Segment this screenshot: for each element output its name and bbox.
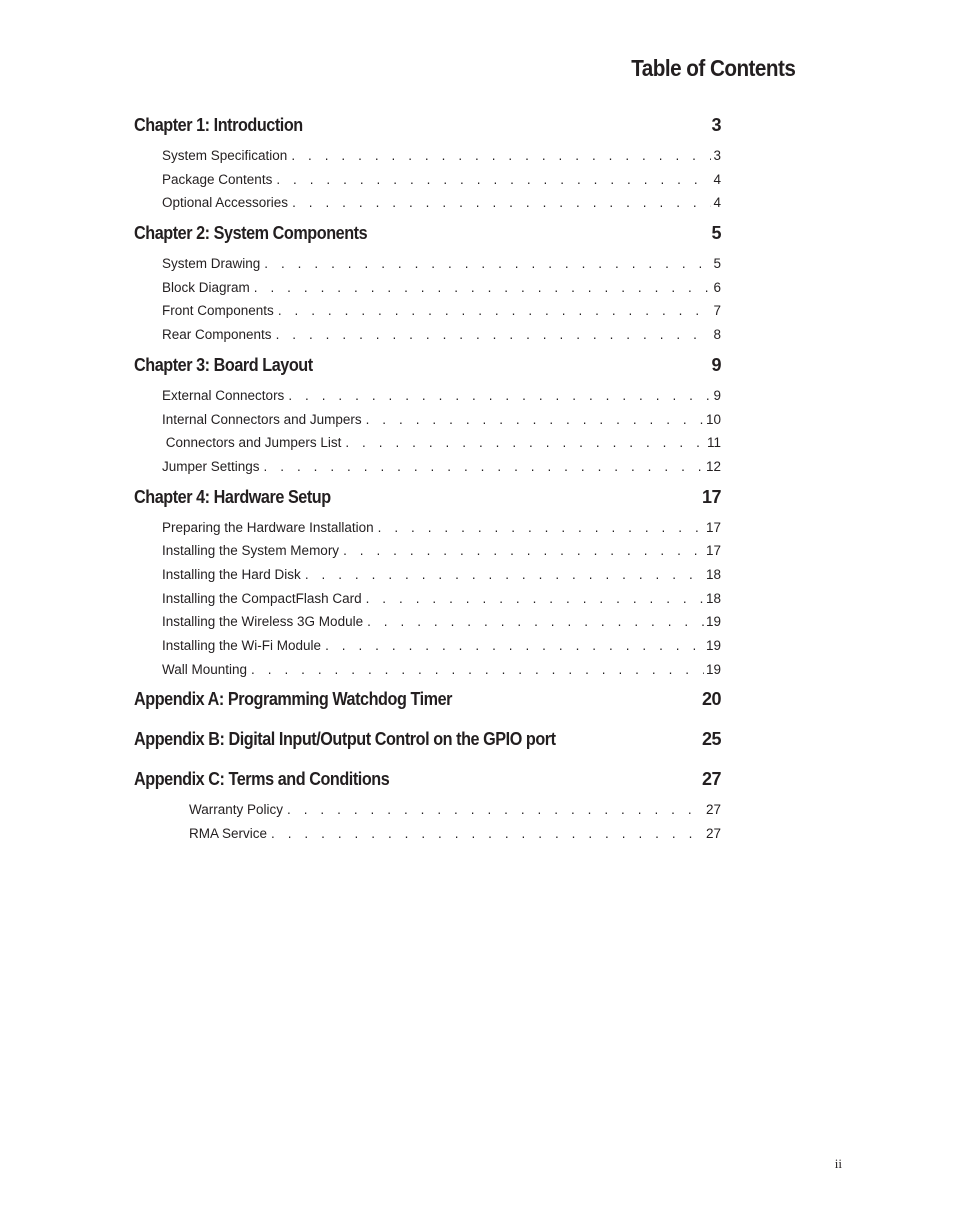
- toc-entry-title: RMA Service: [189, 826, 268, 842]
- page-title: Table of Contents: [630, 55, 795, 81]
- toc-entry-page: 18: [705, 566, 721, 582]
- toc-entry[interactable]: [134, 798, 721, 822]
- dot-leader: [287, 798, 704, 822]
- dot-leader: [366, 408, 704, 432]
- toc-entry[interactable]: [134, 822, 721, 846]
- toc-entry[interactable]: [134, 384, 721, 408]
- toc-entry-page: 8: [713, 327, 721, 343]
- toc-entry-page: 12: [705, 458, 721, 474]
- toc-heading-page: 27: [701, 769, 721, 790]
- toc-heading-title: Chapter 1: Introduction: [134, 115, 303, 135]
- toc-entry-page: 27: [705, 826, 721, 842]
- toc-entry-page: 19: [705, 638, 721, 653]
- toc-entry[interactable]: [134, 563, 721, 587]
- dot-leader: [305, 563, 704, 587]
- dot-leader: [343, 539, 704, 563]
- toc-entries: [134, 384, 721, 479]
- toc-heading-page: 17: [701, 486, 721, 507]
- toc-entry-page: 4: [713, 195, 721, 211]
- toc-entry-title: External Connectors: [162, 387, 285, 403]
- toc-entry[interactable]: [134, 431, 721, 455]
- toc-section-chapter-3: [134, 351, 721, 479]
- toc-entry-page: 10: [705, 411, 721, 427]
- toc-heading[interactable]: [134, 725, 721, 754]
- toc-heading-page: 5: [711, 223, 721, 244]
- toc-heading[interactable]: [134, 351, 721, 380]
- toc-entry-page: 19: [705, 661, 721, 677]
- toc-entry-page: 4: [713, 171, 721, 187]
- dot-leader: [278, 299, 712, 323]
- toc-entry-page: 5: [713, 256, 721, 272]
- toc-entry-title: Optional Accessories: [162, 195, 289, 211]
- dot-leader: [264, 252, 711, 276]
- toc-heading[interactable]: [134, 111, 721, 140]
- toc-entry-page: 7: [713, 303, 721, 319]
- toc-entry-title: Connectors and Jumpers List: [162, 435, 342, 451]
- toc-entry[interactable]: [134, 610, 721, 634]
- toc-entry[interactable]: [134, 168, 721, 192]
- toc-entry-page: 27: [705, 802, 721, 818]
- toc-entries: [134, 516, 721, 682]
- toc-heading-title: Appendix C: Terms and Conditions: [134, 769, 390, 790]
- toc-entry-title: Block Diagram: [162, 279, 250, 295]
- dot-leader: [366, 587, 704, 611]
- toc-section-chapter-1: [134, 111, 721, 215]
- dot-leader: [276, 323, 712, 347]
- dot-leader: [378, 516, 704, 540]
- toc-entry[interactable]: [134, 191, 721, 215]
- dot-leader: [251, 658, 704, 682]
- toc-heading-title: Chapter 3: Board Layout: [134, 354, 313, 375]
- toc-entry[interactable]: [134, 634, 721, 658]
- toc-heading-title: Appendix A: Programming Watchdog Timer: [134, 689, 453, 710]
- toc-entry-title: Installing the Hard Disk: [162, 566, 301, 582]
- toc-entries: [134, 798, 721, 845]
- toc-entry-title: Preparing the Hardware Installation: [162, 519, 374, 535]
- toc-entry[interactable]: [134, 455, 721, 479]
- dot-leader: [325, 634, 704, 658]
- toc-heading[interactable]: [134, 483, 721, 512]
- toc-entry-page: 18: [705, 590, 721, 606]
- dot-leader: [264, 455, 704, 479]
- toc-entry-page: 19: [705, 614, 721, 630]
- toc-entry[interactable]: [134, 587, 721, 611]
- toc-entry-title: Rear Components: [162, 327, 272, 343]
- toc-section-appendix-b: [134, 725, 721, 754]
- toc-entry-title: Package Contents: [162, 171, 273, 187]
- toc-entry[interactable]: [134, 516, 721, 540]
- toc-heading-title: Chapter 4: Hardware Setup: [134, 486, 331, 507]
- table-of-contents: [134, 111, 721, 850]
- toc-heading-page: 9: [711, 354, 721, 375]
- toc-entry-page: 17: [705, 543, 721, 559]
- toc-heading[interactable]: [134, 219, 721, 248]
- toc-section-chapter-4: [134, 483, 721, 682]
- toc-heading[interactable]: [134, 685, 721, 714]
- toc-entries: [134, 144, 721, 215]
- toc-section-appendix-a: [134, 685, 721, 714]
- toc-entries: [134, 252, 721, 347]
- dot-leader: [288, 384, 711, 408]
- dot-leader: [291, 144, 711, 168]
- dot-leader: [345, 431, 705, 455]
- toc-entry-title: Wall Mounting: [162, 661, 248, 677]
- toc-heading-page: 20: [701, 689, 721, 710]
- dot-leader: [254, 276, 712, 300]
- toc-entry-title: Front Components: [162, 303, 274, 319]
- toc-entry-page: 17: [705, 519, 721, 535]
- toc-section-appendix-c: [134, 765, 721, 845]
- toc-entry-title: Installing the Wi-Fi Module: [162, 638, 322, 653]
- toc-entry[interactable]: [134, 539, 721, 563]
- toc-heading-page: 25: [701, 729, 721, 750]
- toc-entry-title: Jumper Settings: [162, 458, 260, 474]
- toc-entry-title: Installing the Wireless 3G Module: [162, 614, 364, 630]
- dot-leader: [271, 822, 704, 846]
- dot-leader: [276, 168, 711, 192]
- toc-entry-page: 9: [713, 387, 721, 403]
- toc-heading-title: Appendix B: Digital Input/Output Control on the GPIO port: [134, 729, 556, 750]
- toc-section-chapter-2: [134, 219, 721, 347]
- toc-entry[interactable]: [134, 252, 721, 276]
- toc-entry[interactable]: [134, 144, 721, 168]
- toc-entry-page: 3: [713, 148, 721, 163]
- toc-entry[interactable]: [134, 323, 721, 347]
- dot-leader: [292, 191, 711, 215]
- toc-entry-title: System Specification: [162, 148, 288, 163]
- toc-entry-title: System Drawing: [162, 256, 261, 272]
- toc-heading-page: 3: [711, 115, 721, 135]
- toc-entry-page: 6: [713, 279, 721, 295]
- toc-entry[interactable]: [134, 276, 721, 300]
- toc-heading-title: Chapter 2: System Components: [134, 223, 368, 244]
- toc-entry-title: Installing the System Memory: [162, 543, 340, 559]
- toc-heading[interactable]: [134, 765, 721, 794]
- toc-entry[interactable]: [134, 408, 721, 432]
- toc-entry-page: 11: [706, 435, 721, 451]
- toc-entry-title: Internal Connectors and Jumpers: [162, 411, 362, 427]
- dot-leader: [367, 610, 704, 634]
- toc-entry[interactable]: [134, 299, 721, 323]
- toc-entry-title: Warranty Policy: [189, 802, 284, 818]
- page-number: ii: [834, 1156, 842, 1171]
- toc-entry[interactable]: [134, 658, 721, 682]
- toc-entry-title: Installing the CompactFlash Card: [162, 590, 362, 606]
